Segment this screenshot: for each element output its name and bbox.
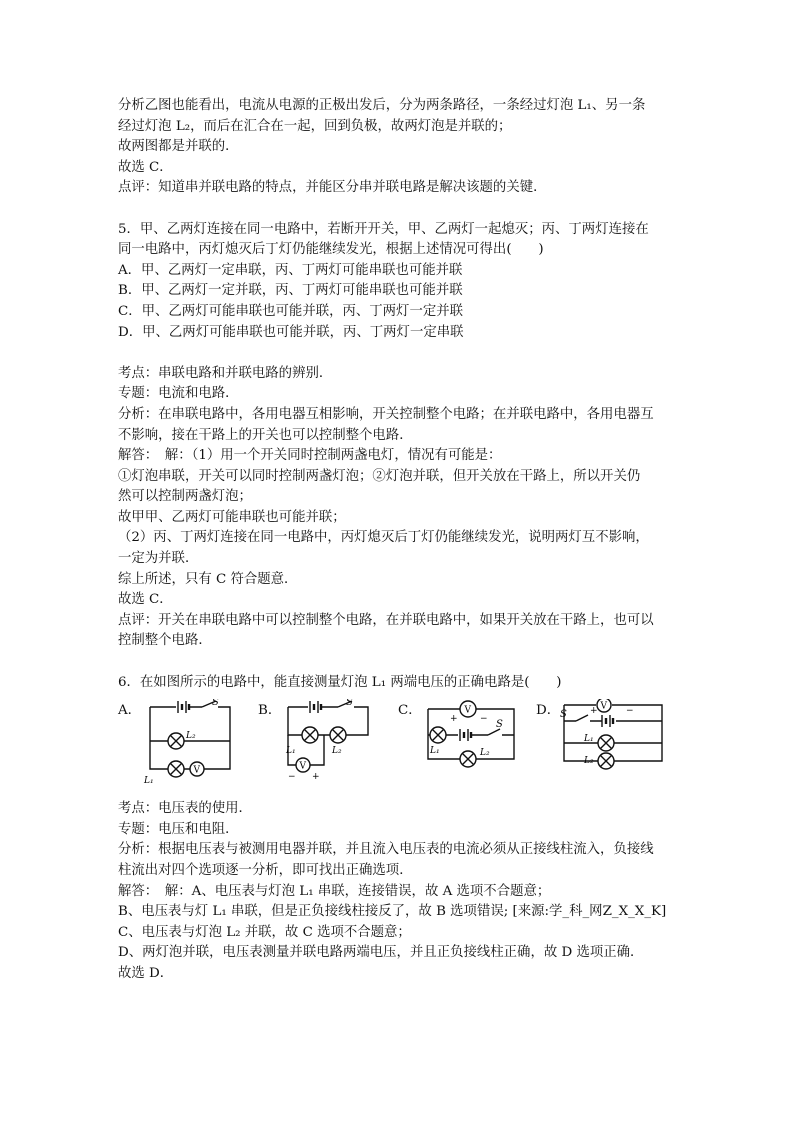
document-page [118,96,678,985]
option-d: D．甲、乙两灯可能串联也可能并联，丙、丁两灯一定串联 [118,324,464,340]
text-line: 控制整个电路． [118,633,212,649]
minus-sign: − [480,714,488,725]
text-line: 点评：知道串并联电路的特点，并能区分串并联电路是解决该题的关键． [118,180,547,196]
text-line: 故选 C． [118,159,173,175]
text-line: 分析：根据电压表与被测用电器并联，并且流入电压表的电流必须从正接线柱流入，负接线 [118,842,654,858]
analysis-previous [118,96,678,199]
text-line: 经过灯泡 L₂，而后在汇合在一起，回到负极，故两灯泡是并联的； [118,118,512,134]
plus-sign: + [450,714,458,725]
option-b: B．甲、乙两灯一定并联，丙、丁两灯可能串联也可能并联 [118,283,463,299]
text-line: 一定为并联． [118,551,199,567]
text-line: 综上所述，只有 C 符合题意． [118,571,298,587]
question-6-answer [118,799,678,984]
text-line: 解答： 解：A、电压表与灯泡 L₁ 串联，连接错误，故 A 选项不合题意； [118,883,551,899]
option-c: C．甲、乙两灯可能串联也可能并联，丙、丁两灯一定并联 [118,303,464,319]
option-a: A．甲、乙两灯一定串联，丙、丁两灯可能串联也可能并联 [118,262,463,278]
lamp-label: L₁ [584,734,594,745]
circuit-diagram-b [280,699,380,785]
plus-sign: + [312,772,320,783]
minus-sign: − [626,706,634,717]
lamp-label: L₁ [144,776,154,786]
lamp-label: L₁ [430,746,440,757]
text-line: 解答： 解：（1）用一个开关同时控制两盏电灯，情况有可能是： [118,448,502,464]
text-line: 然可以控制两盏灯泡； [118,489,252,505]
text-line: C、电压表与灯泡 L₂ 并联，故 C 选项不合题意； [118,924,411,940]
text-line: 不影响，接在干路上的开关也可以控制整个电路． [118,427,413,443]
text-line: 考点：电压表的使用． [118,801,252,817]
text-line: 专题：电压和电阻． [118,821,239,837]
circuit-diagrams [118,699,678,785]
circuit-diagram-c [418,699,528,785]
question-5-answer [118,364,678,652]
lamp-label: L₂ [584,756,594,767]
question-stem: 同一电路中，丙灯熄灭后丁灯仍能继续发光，根据上述情况可得出( ) [118,242,544,258]
lamp-label: L₂ [332,746,342,757]
text-line: 专题：电流和电路． [118,386,239,402]
question-stem: 5．甲、乙两灯连接在同一电路中，若断开开关，甲、乙两灯一起熄灭；丙、丁两灯连接在 [118,221,649,237]
voltmeter-icon: V [193,765,200,776]
text-line: （2）丙、丁两灯连接在同一电路中，丙灯熄灭后丁灯仍能继续发光，说明两灯互不影响， [118,530,649,546]
switch-label: S [496,719,503,731]
text-line: 故选 D． [118,965,174,981]
voltmeter-icon: V [299,761,306,772]
voltmeter-icon: V [600,701,607,712]
diagram-a-label: A． [118,703,142,719]
text-line: D、两灯泡并联，电压表测量并联电路两端电压，并且正负接线柱正确，故 D 选项正确． [118,945,644,961]
plus-sign: + [590,706,598,717]
diagram-d-label: D． [536,703,561,719]
voltmeter-icon: V [464,705,471,716]
lamp-label: L₂ [186,731,196,742]
question-6-stem: 6．在如图所示的电路中，能直接测量灯泡 L₁ 两端电压的正确电路是( ) [118,674,562,690]
text-line: 故两图都是并联的． [118,139,239,155]
switch-label: S [212,699,219,709]
minus-sign: − [288,772,296,783]
circuit-diagram-d [558,699,670,785]
switch-label: S [346,699,353,709]
lamp-label: L₂ [480,748,490,759]
text-line: 点评：开关在串联电路中可以控制整个电路，在并联电路中，如果开关放在干路上，也可以 [118,612,654,628]
text-line: B、电压表与灯 L₁ 串联，但是正负接线柱接反了，故 B 选项错误; [来源:学_科_网Z_X_X_K] [118,904,667,920]
text-line: 柱流出对四个选项逐一分析，即可找出正确选项． [118,863,413,878]
text-line: 故选 C． [118,592,173,608]
diagram-c-label: C． [398,703,422,719]
text-line: 分析乙图也能看出，电流从电源的正极出发后，分为两条路径，一条经过灯泡 L₁、另一条 [118,98,646,113]
text-line: 考点：串联电路和并联电路的辨别． [118,365,333,381]
text-line: 故甲甲、乙两灯可能串联也可能并联； [118,509,346,525]
lamp-label: L₁ [286,746,296,757]
text-line: 分析：在串联电路中，各用电器互相影响，开关控制整个电路；在并联电路中，各用电器互 [118,406,654,422]
diagram-b-label: B． [258,703,282,719]
text-line: ①灯泡串联，开关可以同时控制两盏灯泡；②灯泡并联，但开关放在干路上，所以开关仍 [118,468,641,484]
switch-label: S [560,709,567,721]
circuit-diagram-a [142,699,242,785]
question-5 [118,220,678,344]
